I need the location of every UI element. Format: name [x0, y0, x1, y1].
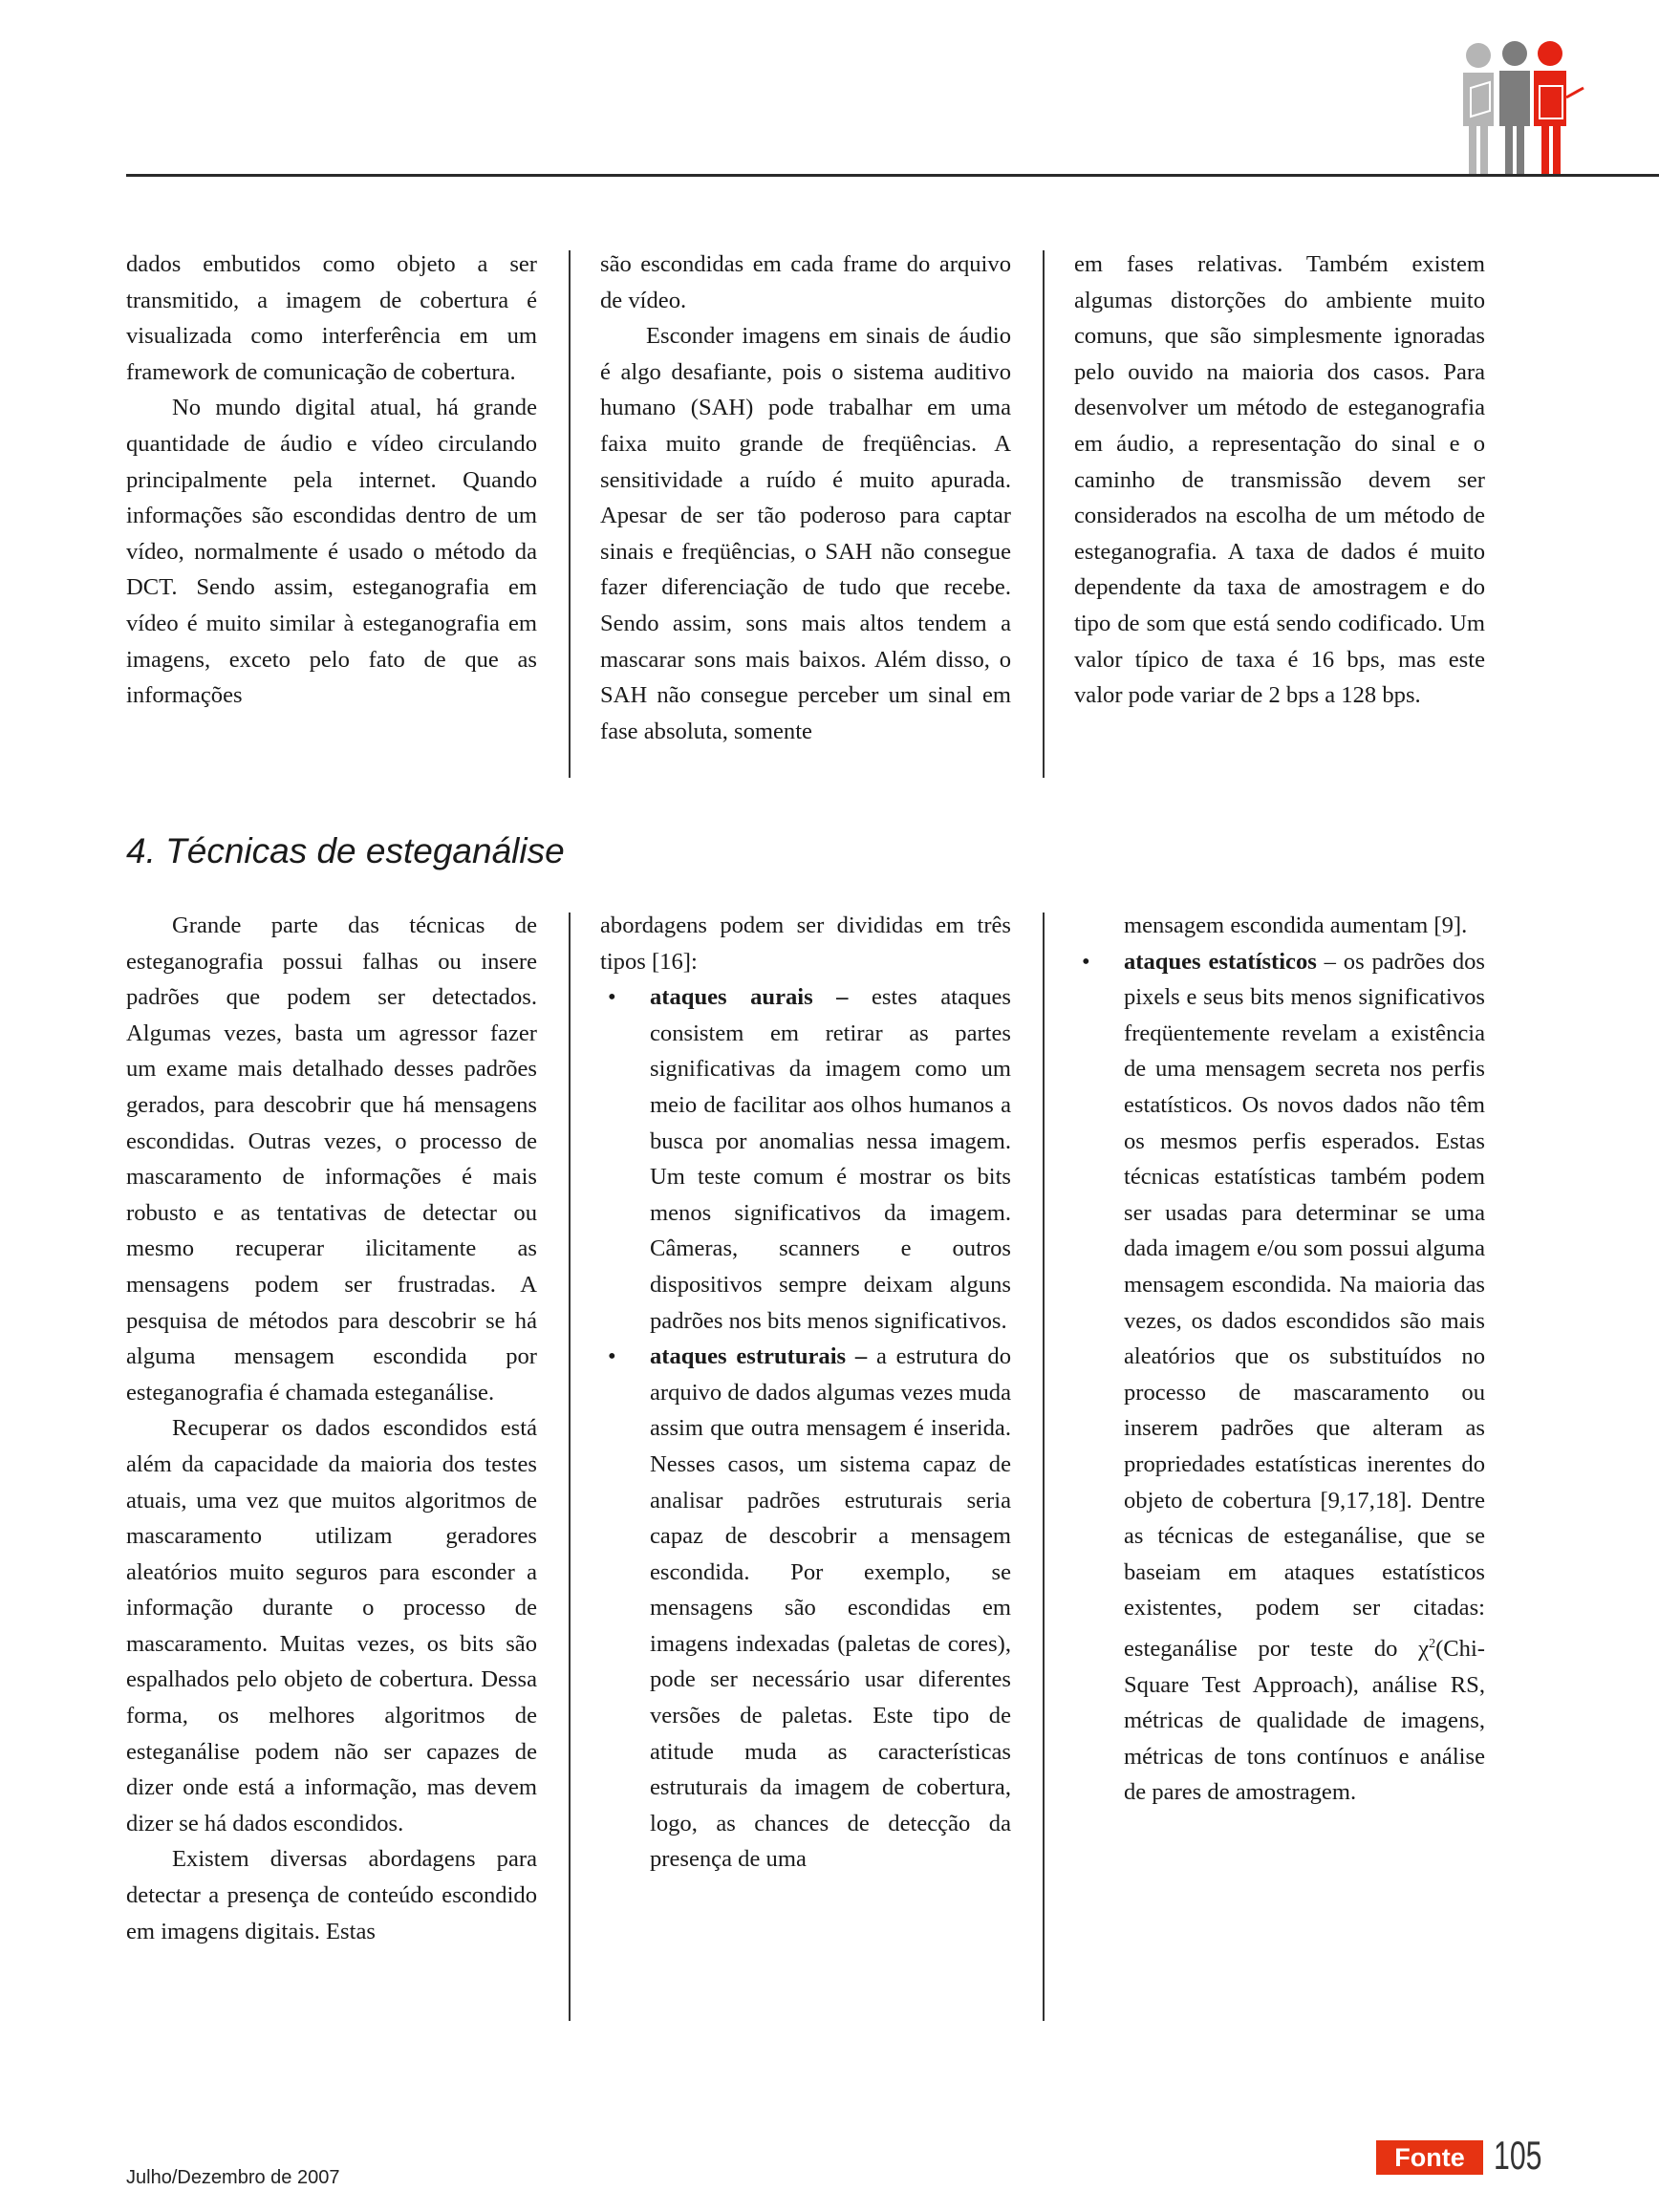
paragraph: Recuperar os dados escondidos está além da capacidade da maioria dos testes atuais, uma vez que muitos algoritmos de mascaramento utilizam geradores aleatórios muito seguros para esconder a informação durante o processo de mascaramento. Muitas vezes, os bits são espalhados pelo objeto de cobertura. Dessa forma, os melhores algoritmos de esteganálise podem não ser capazes de dizer onde está a informação, mas devem dizer se há dados escondidos.	[126, 1415, 537, 1836]
magazine-brand: Fonte	[1376, 2140, 1483, 2175]
list-item	[1074, 908, 1485, 944]
bottom-column-3	[1074, 908, 1485, 1811]
bullet-icon: •	[1082, 948, 1090, 975]
list-item-text: – os padrões dos pixels e seus bits menos significativos freqüentemente revelam a existência de uma mensagem secreta nos perfis estatísticos. Os novos dados não têm os mesmos perfis esperados. Estas técnicas estatísticas também podem ser usadas para determinar se uma dada imagem e/ou som possui alguma mensagem escondida. Na maioria das vezes, os dados escondidos são mais aleatórios que os substituídos no processo de mascaramento ou inserem padrões que alteram as propriedades estatísticas inerentes do objeto de cobertura [9,17,18]. Dentre as técnicas de esteganálise, que se baseiam em ataques estatísticos existentes, podem ser citadas: esteganálise por teste do	[1124, 948, 1485, 1663]
list-item-text: estes ataques consistem em retirar as partes significativas da imagem como um meio de facilitar aos olhos humanos a busca por anomalias nessa imagem. Um teste comum é mostrar os bits menos significativos da imagem. Câmeras, scanners e outros dispositivos sempre deixam alguns padrões nos bits menos significativos.	[650, 984, 1011, 1334]
paragraph: No mundo digital atual, há grande quantidade de áudio e vídeo circulando principalmente pela internet. Quando informações são escondidas dentro de um vídeo, normalmente é usado o método da DCT. Sendo assim, esteganografia em vídeo é muito similar à esteganografia em imagens, exceto pelo fato de que as informações	[126, 395, 537, 709]
column-divider	[569, 250, 571, 778]
paragraph: em fases relativas. Também existem algumas distorções do ambiente muito comuns, que são simplesmente ignoradas pelo ouvido na maioria dos casos. Para desenvolver um método de esteganografia em áudio, a representação do sinal e o caminho de transmissão devem ser considerados na escolha de um método de esteganografia. A taxa de dados é muito dependente da taxa de amostragem e do tipo de som que está sendo codificado. Um valor típico de taxa é 16 bps, mas este valor pode variar de 2 bps a 128 bps.	[1074, 251, 1485, 709]
column-divider	[569, 913, 571, 2021]
people-logo-icon	[1448, 40, 1591, 176]
attack-types-list	[600, 979, 1011, 1878]
column-divider	[1043, 250, 1045, 778]
page-number: 105	[1494, 2133, 1542, 2178]
issue-date: Julho/Dezembro de 2007	[126, 2167, 340, 2188]
attack-types-list-continued	[1074, 908, 1485, 1811]
paragraph: dados embutidos como objeto a ser transmitido, a imagem de cobertura é visualizada como interferência em um framework de comunicação de cobertura.	[126, 251, 537, 385]
bottom-column-2	[600, 908, 1011, 1878]
list-item-term: ataques aurais –	[650, 984, 849, 1011]
bullet-icon: •	[608, 1343, 616, 1370]
list-item-text: mensagem escondida aumentam [9].	[1124, 913, 1468, 938]
list-item	[1074, 944, 1485, 1811]
list-item	[600, 1339, 1011, 1878]
list-item-term: ataques estruturais –	[650, 1343, 868, 1370]
top-column-3	[1074, 247, 1485, 714]
section-heading: 4. Técnicas de esteganálise	[126, 831, 565, 870]
list-item-term: ataques estatísticos	[1124, 948, 1317, 975]
chi-symbol: χ	[1418, 1636, 1430, 1663]
list-item-text: a estrutura do arquivo de dados algumas vezes muda assim que outra mensagem é inserida. Nesses casos, um sistema capaz de analisar padrões estruturais seria capaz de descobrir a mensagem escondida. Por exemplo, se mensagens são escondidas em imagens indexadas (paletas de cores), pode ser necessário usar diferentes versões de paletas. Este tipo de atitude muda as características estruturais da imagem de cobertura, logo, as chances de detecção da presença de uma	[650, 1343, 1011, 1873]
paragraph: Existem diversas abordagens para detectar a presença de conteúdo escondido em imagens digitais. Estas	[126, 1846, 537, 1944]
top-column-2	[600, 247, 1011, 749]
bullet-icon: •	[608, 984, 616, 1011]
paragraph: Esconder imagens em sinais de áudio é algo desafiante, pois o sistema auditivo humano (SAH) pode trabalhar em uma faixa muito grande de freqüências. A sensitividade a ruído é muito apurada. Apesar de ser tão poderoso para captar sinais e freqüências, o SAH não consegue fazer diferenciação de tudo que recebe. Sendo assim, sons mais altos tendem a mascarar sons mais baixos. Além disso, o SAH não consegue perceber um sinal em fase absoluta, somente	[600, 323, 1011, 744]
paragraph: Grande parte das técnicas de esteganografia possui falhas ou insere padrões que podem ser detectados. Algumas vezes, basta um agressor fazer um exame mais detalhado desses padrões gerados, para descobrir que há mensagens escondidas. Outras vezes, o processo de mascaramento de informações é mais robusto e as tentativas de detectar ou mesmo recuperar ilicitamente as mensagens podem ser frustradas. A pesquisa de métodos para descobrir se há alguma mensagem escondida por esteganografia é chamada esteganálise.	[126, 913, 537, 1406]
top-column-1	[126, 247, 537, 714]
list-item-text: (Chi-Square Test Approach), análise RS, métricas de qualidade de imagens, métricas de tons contínuos e análise de pares de amostragem.	[1124, 1636, 1485, 1806]
bottom-column-1	[126, 908, 537, 1949]
header-rule	[126, 174, 1659, 177]
paragraph: abordagens podem ser divididas em três tipos [16]:	[600, 913, 1011, 975]
paragraph: são escondidas em cada frame do arquivo de vídeo.	[600, 251, 1011, 313]
list-item	[600, 979, 1011, 1339]
superscript: 2	[1429, 1636, 1436, 1651]
column-divider	[1043, 913, 1045, 2021]
